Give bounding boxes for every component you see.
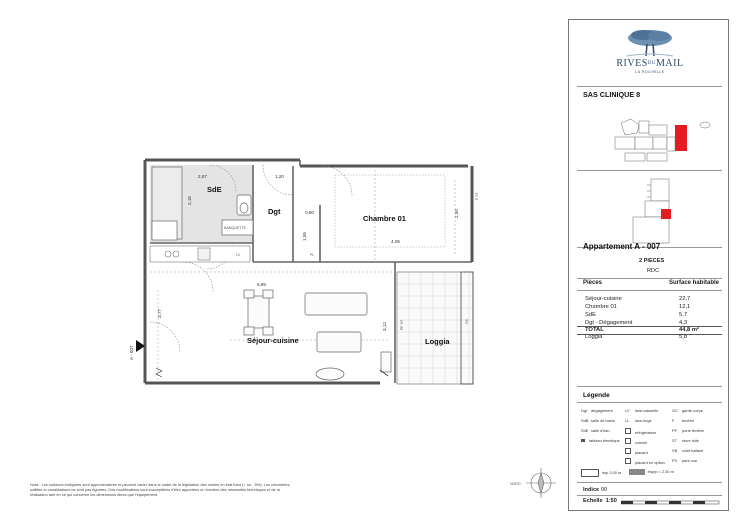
- legend-title: Légende: [583, 392, 610, 399]
- disclaimer-note: Nota : Les surfaces indiquées sont approximatives et peuvent varier dans le cadre de la législation des ventes en état futur (+ ou - 5%). Les retombées, soffites et canalisations ne sont pas figurées. Des modifications sont susceptibles d'être apportées en fonction des nécessités techniques et de la réalisation tant en ce qui concerne les dimensions libres que l'équipement.: [30, 482, 291, 497]
- brand-tagline: LA ROCHELLE: [635, 70, 665, 74]
- tree-logo-icon: [613, 26, 687, 58]
- apartment-type: 2 PIECES: [639, 258, 665, 264]
- brand-name: RIVESDUMAIL: [616, 58, 684, 69]
- dim-215: 2,15: [187, 196, 192, 205]
- pfst-label: PF ST: [400, 319, 404, 330]
- legend-item: ST store toile: [672, 438, 699, 443]
- optional-cupboard-icon: [625, 458, 631, 464]
- loggia-tiles: [397, 272, 473, 384]
- dim-406: 4,06: [391, 239, 400, 244]
- surface-row: Dgt - Dégagement 4,3: [585, 320, 688, 326]
- scale-bar: [621, 500, 721, 506]
- project-title: SAS CLINIQUE 8: [583, 90, 641, 99]
- legend-item: placard: [625, 448, 648, 455]
- surface-loggia-row: Loggia 5,8: [585, 334, 688, 340]
- dim-377: 3,77: [157, 309, 162, 318]
- surface-row: SdE 5,7: [585, 312, 688, 318]
- fridge-icon: [625, 428, 631, 434]
- dim-080: 0,80: [305, 210, 314, 215]
- dim-250: 2,50: [454, 209, 459, 218]
- legend-item: LL lave-linge: [625, 418, 652, 423]
- banquette-label: BANQUETTE: [224, 226, 246, 230]
- legend-item: SdB salle de bains: [581, 418, 615, 423]
- room-label-sde: SdE: [207, 185, 222, 194]
- gc-label: GC: [465, 318, 469, 324]
- indice: Indice 00: [583, 487, 607, 493]
- legend-item: LV lave-vaisselle: [625, 408, 659, 413]
- apartment-title: Appartement A - 007: [583, 242, 661, 251]
- section-marker: [129, 340, 145, 360]
- legend-item: cuisine: [625, 438, 647, 445]
- building-key-plan: [625, 177, 679, 247]
- legend-item: tableau électrique: [581, 438, 620, 443]
- north-compass: [526, 468, 556, 498]
- legend-item: F fenêtre: [672, 418, 695, 423]
- legend-item: PF porte fenêtre: [672, 428, 705, 433]
- living-furniture: [244, 290, 391, 380]
- room-label-chambre: Chambre 01: [363, 214, 406, 223]
- legend-hsp-reduced: hsp/p = 2,50 m: [629, 469, 674, 475]
- surfaces-header-left: Pièces: [583, 280, 603, 286]
- north-label: NORD: [510, 482, 521, 486]
- electric-panel-icon: [581, 439, 585, 442]
- room-label-loggia: Loggia: [425, 337, 450, 346]
- brand-logo: [613, 26, 687, 78]
- site-key-plan: [609, 115, 719, 167]
- legend-item: placard en option: [625, 458, 665, 465]
- legend-item: GC garde-corps: [672, 408, 703, 413]
- dim-120: 1,20: [275, 174, 284, 179]
- legend-item: SdE salle d'eau: [581, 428, 610, 433]
- dim-685: 6,85: [257, 282, 266, 287]
- room-label-sejour: Séjour-cuisine: [247, 336, 299, 345]
- cupboard-icon: [625, 448, 631, 454]
- pl-label: PL: [310, 253, 315, 257]
- room-label-dgt: Dgt: [268, 207, 281, 216]
- bed: [335, 175, 445, 247]
- surface-row: Séjour-cuisine 22,7: [585, 296, 691, 302]
- hsp-normal-swatch: [581, 469, 599, 477]
- lv-label: LV: [236, 253, 241, 257]
- apartment-level: RDC: [647, 268, 660, 274]
- legend-item: réfrigérateur: [625, 428, 656, 435]
- surfaces-header-right: Surface habitable: [669, 280, 720, 286]
- dim-312: 3,12: [382, 322, 387, 331]
- legend-item: Dgt dégagement: [581, 408, 613, 413]
- legend-item: PV pare vue: [672, 458, 698, 463]
- fst-label: F ST: [475, 192, 479, 200]
- surface-total-row: TOTAL 44,8 m²: [585, 327, 699, 333]
- echelle: Echelle 1:50: [583, 498, 617, 504]
- svg-text:A - 007: A - 007: [129, 345, 134, 360]
- kitchen-icon: [625, 438, 631, 444]
- hsp-reduced-swatch: [629, 469, 645, 475]
- dim-155: 1,55: [302, 232, 307, 241]
- dim-287: 2,87: [198, 174, 207, 179]
- surface-row: Chambre 01 12,1: [585, 304, 691, 310]
- legend-hsp-normal: hsp 3,00 m: [581, 469, 621, 477]
- legend-item: VB volet battant: [672, 448, 704, 453]
- info-panel: [568, 19, 729, 511]
